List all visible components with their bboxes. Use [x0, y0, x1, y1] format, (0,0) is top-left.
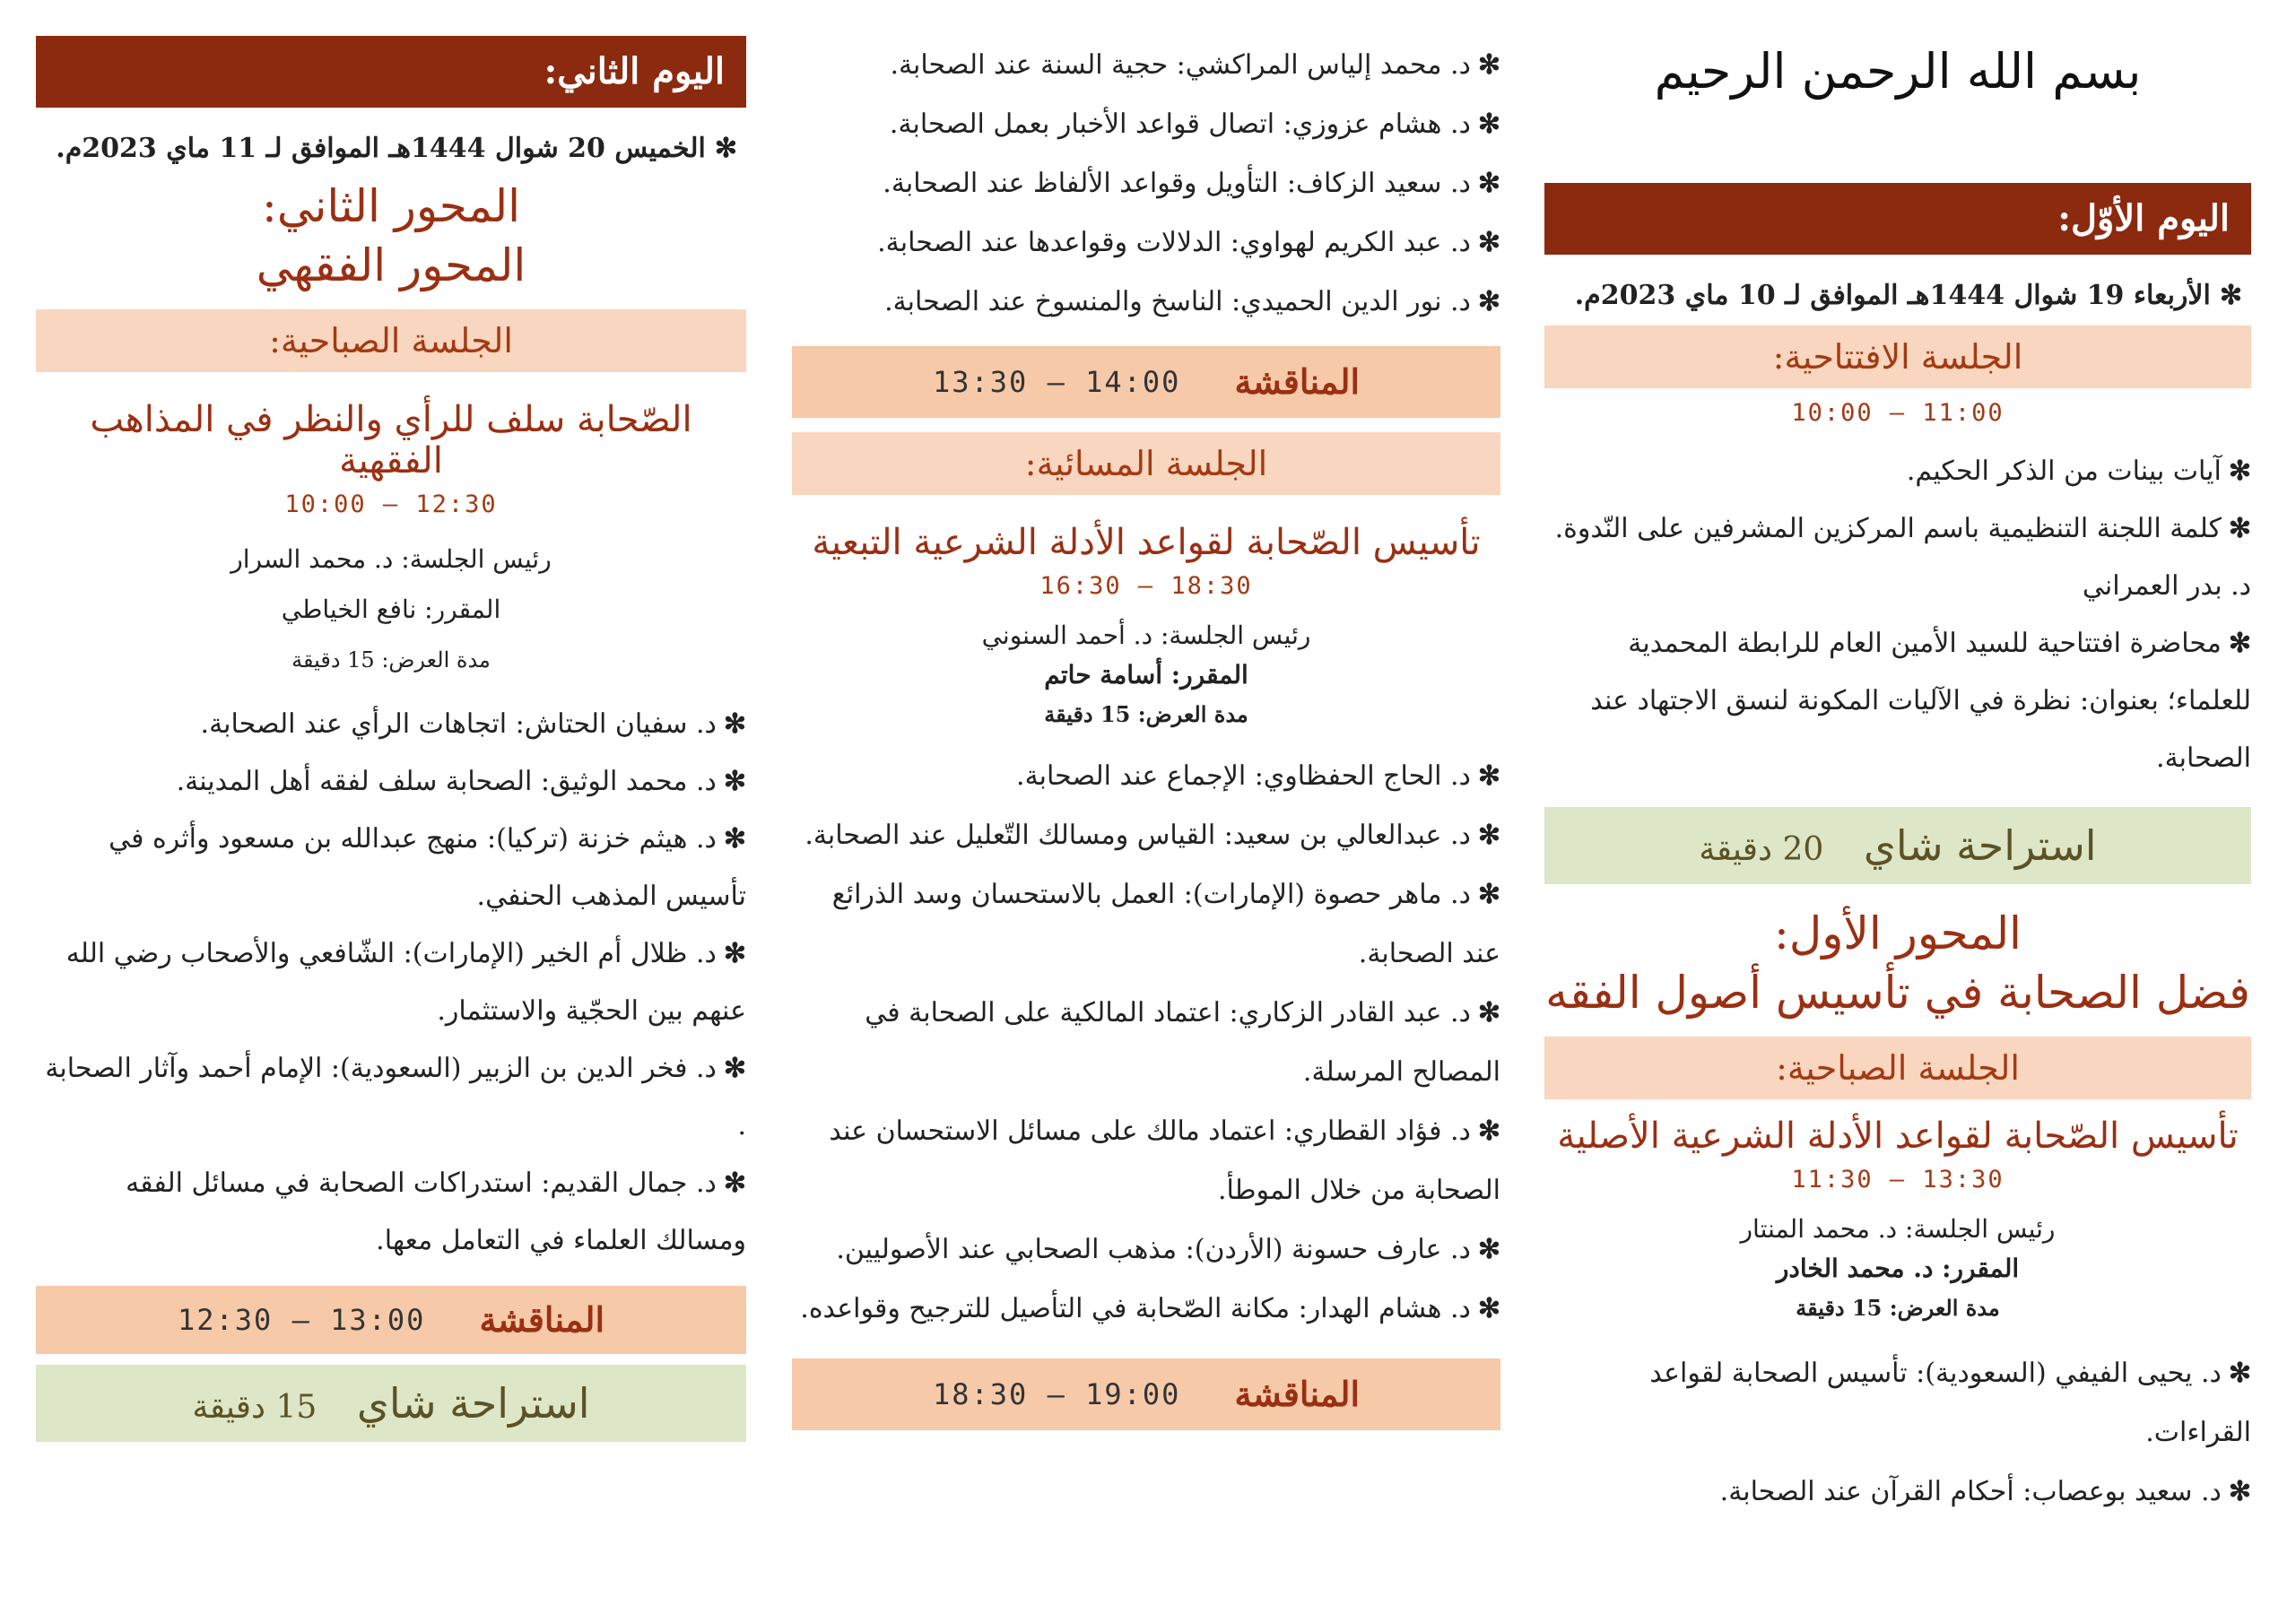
tea-break-banner	[1544, 807, 2251, 884]
session-chair: رئيس الجلسة: د. أحمد السنوني	[981, 621, 1311, 650]
day-two-column	[36, 36, 746, 1462]
day-one-date: ✻الأربعاء 19 شوال 1444هـ الموافق لـ 10 ماي 2023م.	[1574, 280, 2242, 311]
morning-session-heading: الجلسة الصباحية:	[36, 309, 746, 372]
discussion-label: المناقشة	[1234, 1374, 1361, 1414]
discussion-time: 14:00 — 13:30	[932, 365, 1181, 399]
list-item: ✻د. جمال القديم: استدراكات الصحابة في مسائل الفقه ومسالك العلماء في التعامل معها.	[126, 1167, 746, 1256]
opening-items-list	[1544, 443, 2251, 787]
discussion-bar-2	[792, 1358, 1500, 1430]
list-item: ✻د. فؤاد القطاري: اعتماد مالك على مسائل الاستحسان عند الصحابة من خلال الموطأ.	[829, 1115, 1500, 1206]
discussion-bar	[36, 1286, 746, 1354]
session-meta	[1544, 1210, 2251, 1328]
axis-one-heading	[1544, 904, 2251, 1022]
axis-two-title: المحور الفقهي	[256, 239, 526, 291]
list-item: ✻د. سعيد الزكاف: التأويل وقواعد الألفاظ عند الصحابة.	[883, 168, 1500, 199]
list-item: ✻د. هشام الهدار: مكانة الصّحابة في التأصيل للترجيح وقواعده.	[800, 1293, 1500, 1324]
speakers-list	[36, 696, 746, 1270]
presentation-duration: مدة العرض: 15 دقيقة	[1044, 701, 1248, 727]
axis-one-title: فضل الصحابة في تأسيس أصول الفقه	[1545, 967, 2250, 1019]
list-item: ✻آيات بينات من الذكر الحكيم.	[1906, 456, 2251, 487]
axis-two-heading	[36, 177, 746, 295]
opening-session-heading: الجلسة الافتتاحية:	[1544, 325, 2251, 388]
session-meta	[36, 534, 746, 685]
day-one-column	[1544, 36, 2251, 1522]
speakers-list-top	[792, 36, 1500, 332]
session-title: الصّحابة سلف للرأي والنظر في المذاهب الفقهية	[90, 399, 692, 482]
discussion-bar-1	[792, 346, 1500, 418]
morning-session-heading: الجلسة الصباحية:	[1544, 1037, 2251, 1099]
speakers-list	[1544, 1344, 2251, 1522]
discussion-time: 19:00 — 18:30	[932, 1377, 1181, 1411]
list-item: ✻د. ماهر حصوة (الإمارات): العمل بالاستحسان وسد الذرائع عند الصحابة.	[831, 879, 1500, 969]
session-chair: رئيس الجلسة: د. محمد السرار	[230, 544, 552, 574]
session-time: 18:30 — 16:30	[1039, 572, 1253, 600]
day-two-date: ✻الخميس 20 شوال 1444هـ الموافق لـ 11 ماي 2023م.	[56, 133, 737, 164]
list-item: ✻د. عبد الكريم لهواوي: الدلالات وقواعدها عند الصحابة.	[877, 227, 1500, 258]
tea-break-label: استراحة شاي	[1863, 821, 2097, 870]
tea-break-duration: 15 دقيقة	[192, 1389, 317, 1426]
list-item: ✻د. عبد القادر الزكاري: اعتماد المالكية على الصحابة في المصالح المرسلة.	[865, 997, 1500, 1088]
day-two-title: اليوم الثاني:	[36, 36, 746, 108]
discussion-time: 13:00 — 12:30	[177, 1303, 426, 1337]
presentation-duration: مدة العرض: 15 دقيقة	[1796, 1295, 2000, 1321]
list-item: ✻كلمة اللجنة التنظيمية باسم المركزين المشرفين على النّدوة. د. بدر العمراني	[1554, 513, 2251, 602]
list-item: ✻د. سعيد بوعصاب: أحكام القرآن عند الصحابة.	[1719, 1476, 2251, 1507]
list-item: ✻د. هشام عزوزي: اتصال قواعد الأخبار بعمل الصحابة.	[889, 108, 1500, 140]
discussion-label: المناقشة	[1234, 361, 1361, 402]
session-meta	[792, 616, 1500, 734]
session-time: 12:30 — 10:00	[284, 490, 498, 518]
list-item: ✻د. عارف حسونة (الأردن): مذهب الصحابي عند الأصوليين.	[836, 1234, 1500, 1265]
list-item: ✻د. نور الدين الحميدي: الناسخ والمنسوخ عند الصحابة.	[884, 286, 1500, 317]
list-item: ✻د. محمد إلياس المراكشي: حجية السنة عند الصحابة.	[890, 49, 1500, 81]
presentation-duration: مدة العرض: 15 دقيقة	[291, 647, 491, 673]
session-title: تأسيس الصّحابة لقواعد الأدلة الشرعية التبعية	[812, 522, 1481, 563]
opening-session-time: 11:00 — 10:00	[1791, 399, 2005, 427]
discussion-label: المناقشة	[479, 1299, 605, 1340]
session-chair: رئيس الجلسة: د. محمد المنتار	[1740, 1214, 2056, 1244]
list-item: ✻د. ظلال أم الخير (الإمارات): الشّافعي والأصحاب رضي الله عنهم بين الحجّية والاستثمار.	[65, 938, 746, 1027]
session-time: 13:30 — 11:30	[1791, 1166, 2005, 1193]
bismillah-heading: بسم الله الرحمن الرحيم	[1654, 43, 2142, 100]
axis-two-label: المحور الثاني:	[261, 180, 521, 232]
session-rapporteur: المقرر: د. محمد الخادر	[1776, 1254, 2020, 1283]
list-item: ✻د. يحيى الفيفي (السعودية): تأسيس الصحابة لقواعد القراءات.	[1649, 1358, 2251, 1448]
day-one-afternoon-column	[792, 36, 1500, 1441]
tea-break-duration: 20 دقيقة	[1699, 831, 1824, 868]
list-item: ✻د. عبدالعالي بن سعيد: القياس ومسالك التّعليل عند الصحابة.	[804, 820, 1500, 851]
speakers-list	[792, 747, 1500, 1339]
session-title: تأسيس الصّحابة لقواعد الأدلة الشرعية الأصلية	[1557, 1115, 2239, 1157]
list-item: ✻د. الحاج الحفظاوي: الإجماع عند الصحابة.	[1016, 760, 1500, 792]
session-rapporteur: المقرر: نافع الخياطي	[281, 595, 501, 624]
tea-break-label: استراحة شاي	[356, 1379, 590, 1428]
tea-break-banner	[36, 1365, 746, 1442]
session-rapporteur: المقرر: أسامة حاتم	[1044, 660, 1248, 690]
axis-one-label: المحور الأول:	[1774, 907, 2022, 959]
list-item: ✻محاضرة افتتاحية للسيد الأمين العام للرابطة المحمدية للعلماء؛ بعنوان: نظرة في الآليات المكونة لنسق الاجتهاد عند الصحابة.	[1590, 628, 2251, 774]
list-item: ✻د. هيثم خزنة (تركيا): منهج عبدالله بن مسعود وأثره في تأسيس المذهب الحنفي.	[109, 823, 746, 912]
day-one-title: اليوم الأوّل:	[1544, 183, 2251, 255]
list-item: ✻د. فخر الدين بن الزبير (السعودية): الإمام أحمد وآثار الصحابة .	[45, 1053, 746, 1141]
list-item: ✻د. سفيان الحتاش: اتجاهات الرأي عند الصحابة.	[200, 708, 746, 740]
evening-session-heading: الجلسة المسائية:	[792, 432, 1500, 495]
list-item: ✻د. محمد الوثيق: الصحابة سلف لفقه أهل المدينة.	[176, 766, 746, 797]
